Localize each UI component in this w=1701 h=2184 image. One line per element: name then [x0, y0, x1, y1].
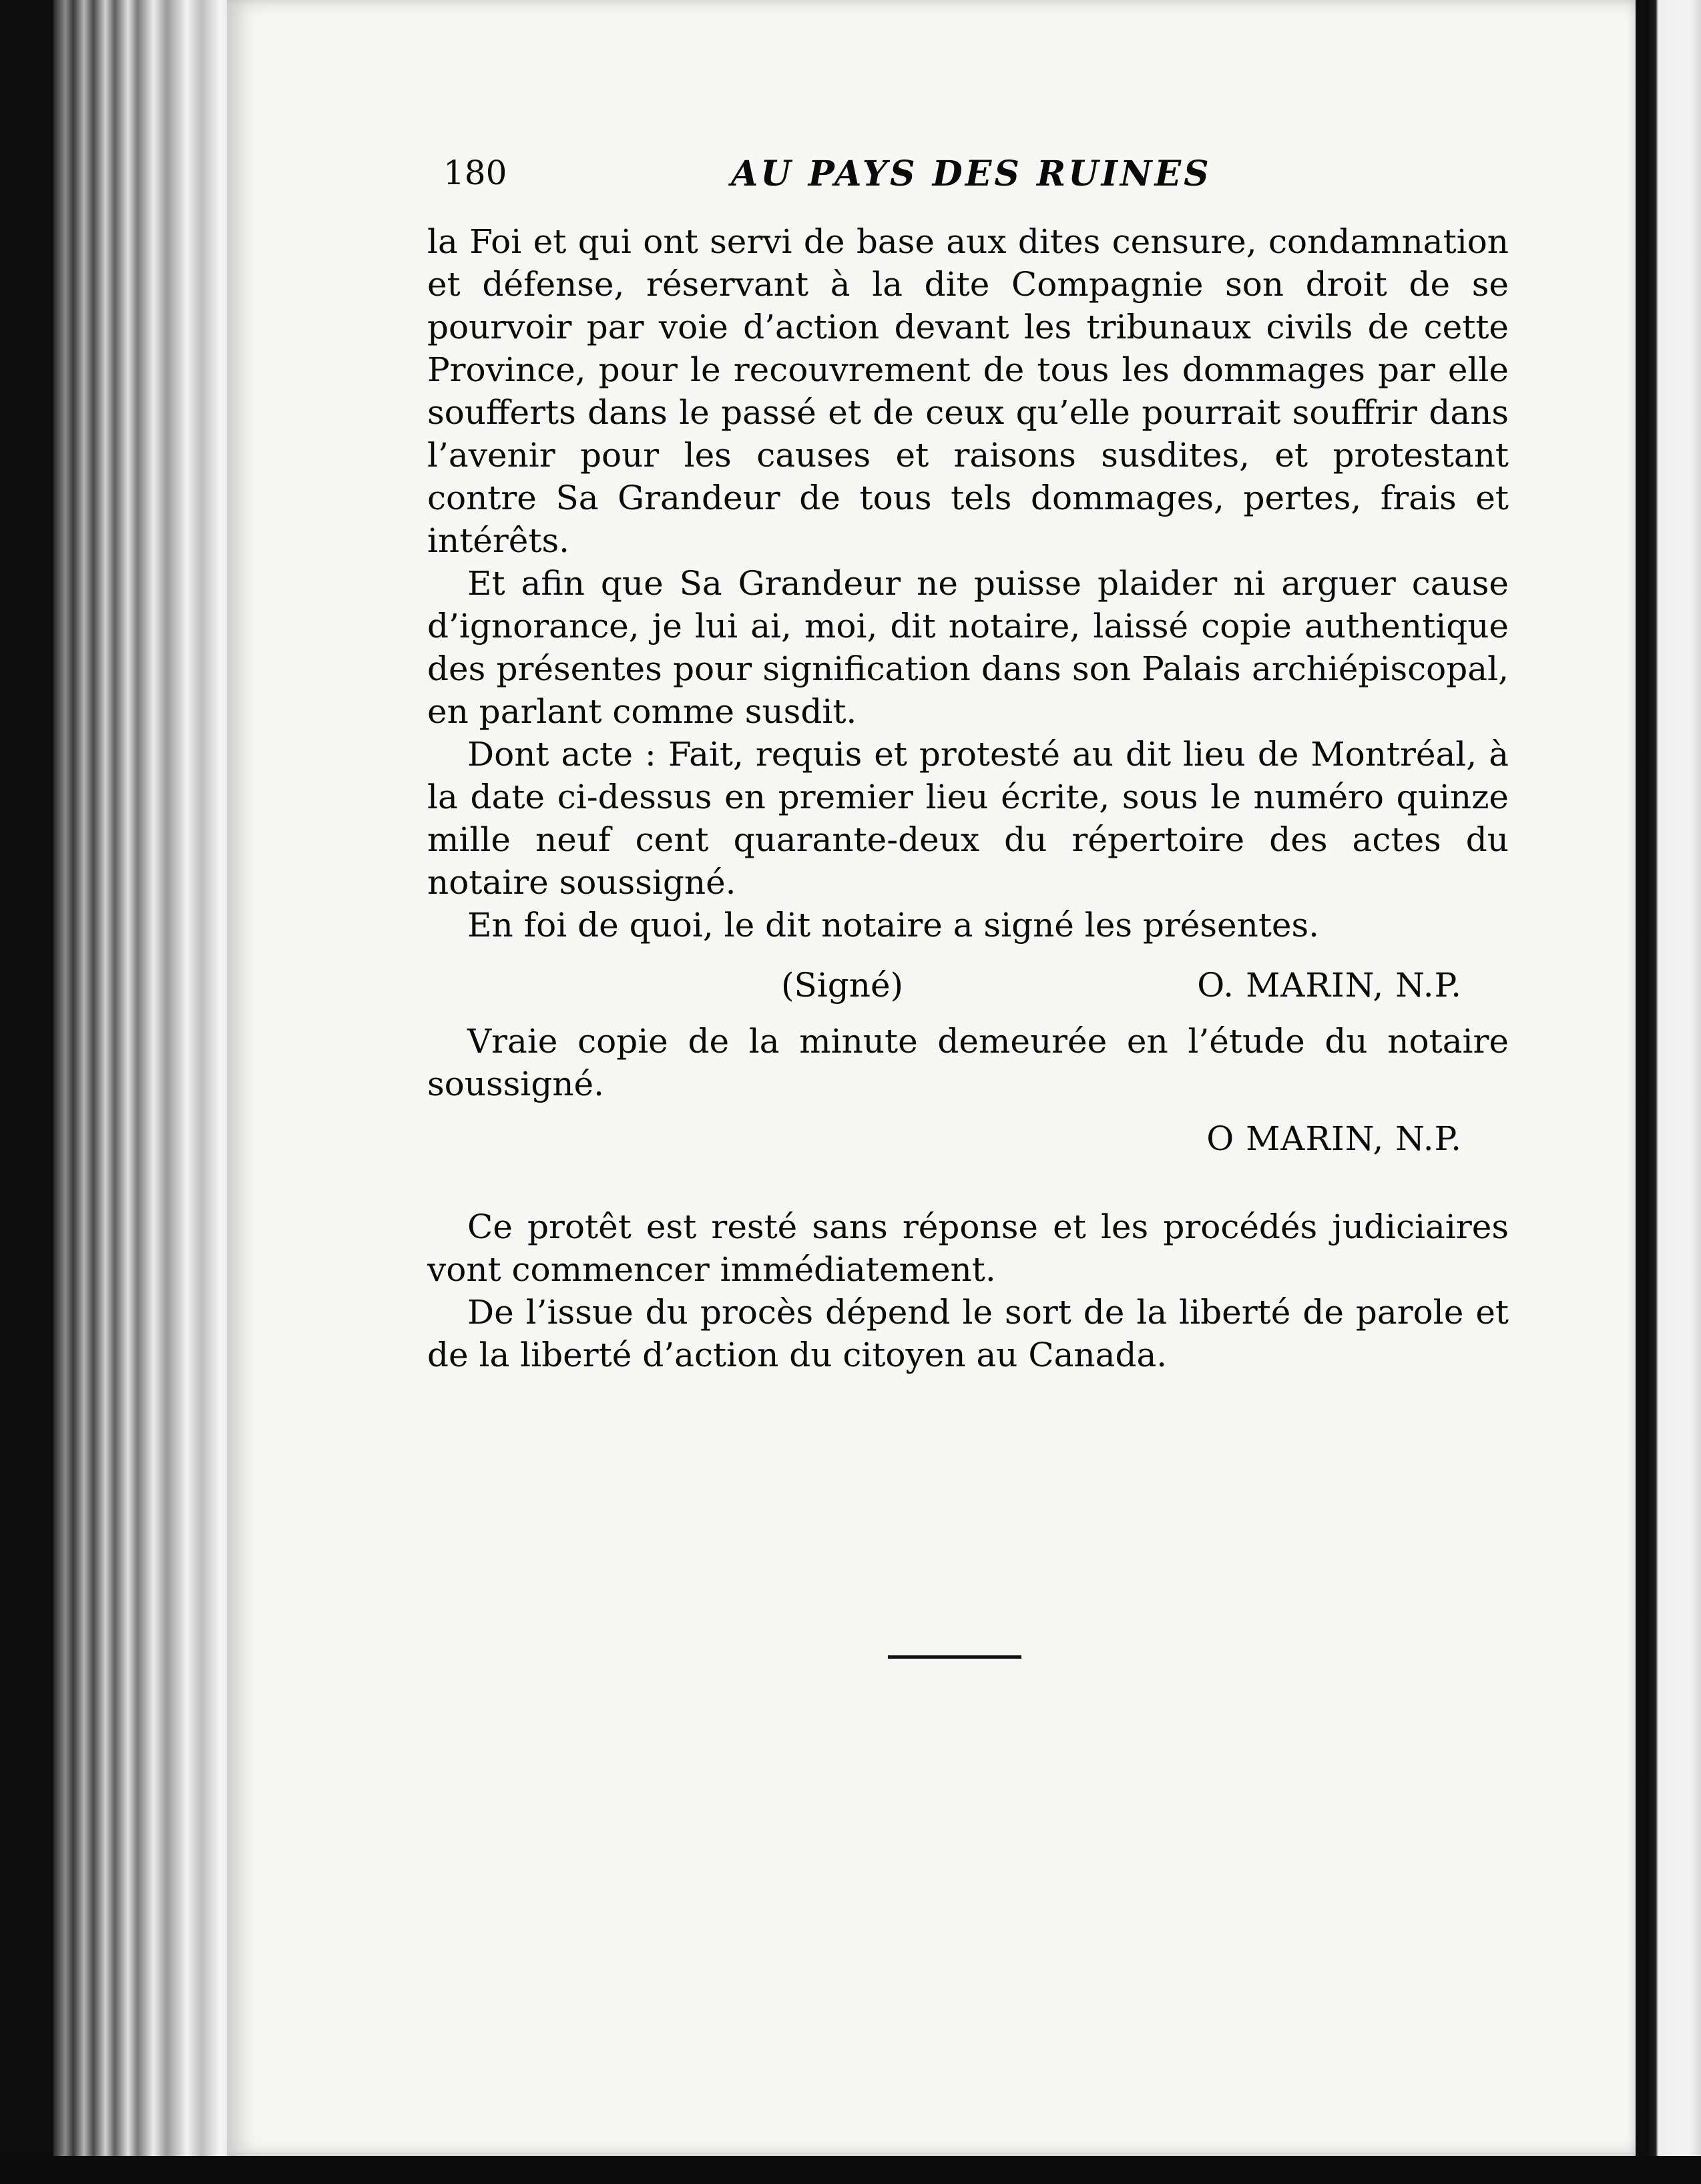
paragraph: En foi de quoi, le dit notaire a signé les présentes.: [467, 906, 1320, 944]
page-content: [427, 140, 1509, 1376]
running-title: AU PAYS DES RUINES: [731, 154, 1212, 194]
facing-page-edge: [1649, 0, 1701, 2184]
signature-line: [427, 960, 1509, 1020]
page-edges: [53, 0, 234, 2184]
notary-signature-2: O MARIN, N.P.: [1206, 1119, 1462, 1158]
paragraph: Et afin que Sa Grandeur ne puisse plaider ni arguer cause d’ignorance, je lui ai, moi, dit notaire, laissé copie authentique des présentes pour signification dans son Palais archiépiscopal, en parlant comme susdit.: [427, 564, 1509, 731]
signed-label: (Signé): [781, 966, 904, 1005]
signature-line-2: [427, 1112, 1509, 1179]
running-head: [427, 140, 1509, 194]
paragraph: Dont acte : Fait, requis et protesté au dit lieu de Montréal, à la date ci-dessus en premier lieu écrite, sous le numéro quinze mille neuf cent quarante-deux du répertoire des actes du notaire soussigné.: [427, 735, 1509, 902]
closing-paragraph: De l’issue du procès dépend le sort de la liberté de parole et de la liberté d’action du citoyen au Canada.: [427, 1293, 1509, 1374]
closing-paragraph: Ce protêt est resté sans réponse et les procédés judiciaires vont commencer immédiatement.: [427, 1207, 1509, 1289]
body-text: [427, 220, 1509, 1376]
true-copy-note: Vraie copie de la minute demeurée en l’étude du notaire soussigné.: [427, 1022, 1509, 1103]
end-rule: [888, 1655, 1021, 1659]
scan-border: [0, 2156, 1701, 2184]
paragraph: la Foi et qui ont servi de base aux dites censure, condamnation et défense, réservant à la dite Compagnie son droit de se pourvoir par voie d’action devant les tribunaux civils de cette Province, pour le recouvrement de tous les dommages par elle soufferts dans le passé et de ceux qu’elle pourrait souffrir dans l’avenir pour les causes et raisons susdites, et protestant contre Sa Grandeur de tous tels dommages, pertes, frais et intérêts.: [427, 222, 1509, 560]
page-number: 180: [443, 154, 507, 192]
notary-signature: O. MARIN, N.P.: [1197, 966, 1462, 1005]
spacer: [427, 1179, 1509, 1205]
